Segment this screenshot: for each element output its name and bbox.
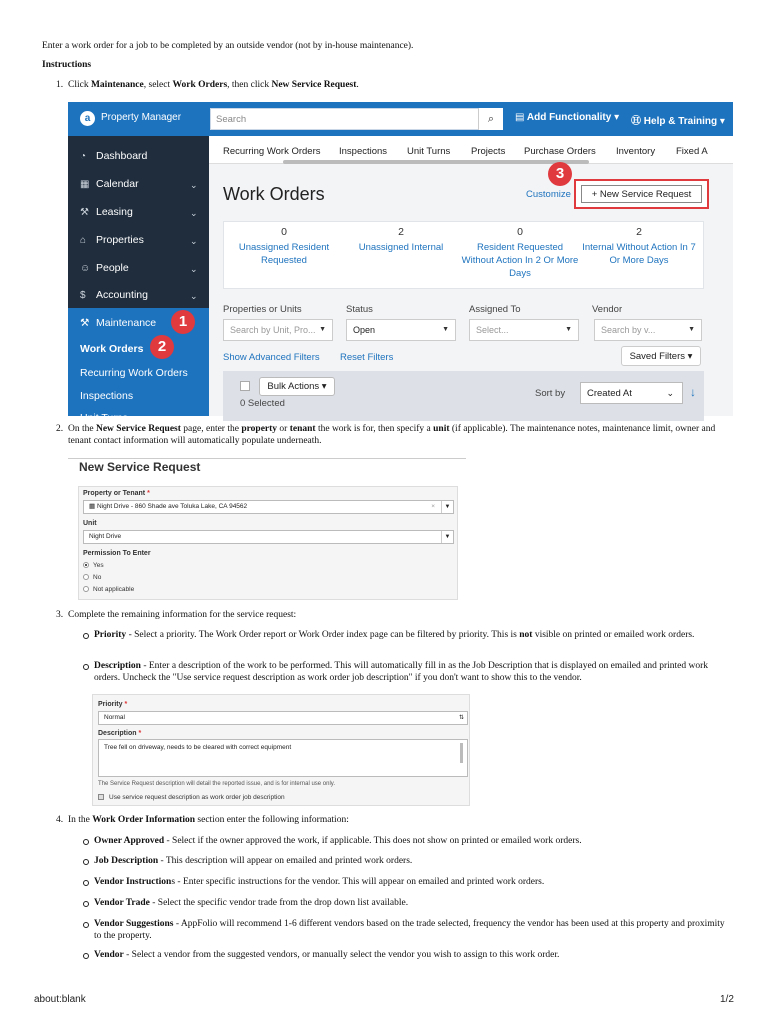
bullet-vendor-suggestions: Vendor Suggestions - AppFolio will recommend 1-6 different vendors based on the trade selected, frequency the vendor has been used at this property and proximity to the property. (94, 919, 730, 942)
tab-bar (209, 136, 733, 164)
top-nav-bar (68, 102, 733, 136)
use-description-checkbox[interactable]: Use service request description as work order job description (98, 794, 285, 801)
saved-filters-button[interactable]: Saved Filters ▾ (621, 346, 701, 366)
status-filter-label: Status (346, 304, 373, 315)
sidebar-item-inspections[interactable]: Inspections (80, 390, 134, 402)
reset-filters-link[interactable]: Reset Filters (340, 352, 394, 363)
work-orders-screenshot (68, 102, 733, 424)
bullet-vendor-trade: Vendor Trade - Select the specific vendor trade from the drop down list available. (94, 898, 730, 910)
intro-text: Enter a work order for a job to be completed by an outside vendor (not by in-house maintenance). (42, 41, 414, 51)
stat-unassigned-internal[interactable]: 2 Unassigned Internal (358, 226, 444, 253)
footer-url: about:blank (34, 994, 86, 1005)
sidebar-item-dashboard[interactable]: ◔ Dashboard (80, 150, 148, 162)
tab-inspections[interactable]: Inspections (339, 146, 388, 157)
priority-description-screenshot (92, 694, 470, 806)
step-badge-3: 3 (548, 162, 572, 186)
sidebar-item-work-orders[interactable]: Work Orders (80, 343, 144, 355)
step-text: On the New Service Request page, enter the property or tenant the work is for, then specify a unit (if applicable). The maintenance notes, maintenance limit, owner and tenant contact information will automatically populate underneath. (68, 424, 716, 446)
sidebar-item-unit-turns[interactable]: Unit Turns (80, 412, 128, 424)
tab-purchase-orders[interactable]: Purchase Orders (524, 146, 596, 157)
caret-down-icon: ▼ (442, 326, 449, 333)
chevron-down-icon[interactable]: ⌄ (190, 180, 198, 190)
sort-by-label: Sort by (535, 388, 566, 399)
show-advanced-filters-link[interactable]: Show Advanced Filters (223, 352, 320, 363)
bullet-vendor-instructions: Vendor Instructions - Enter specific instructions for the vendor. This will appear on emailed and printed work orders. (94, 877, 730, 889)
customize-link[interactable]: Customize (526, 189, 571, 200)
calendar-icon: ▦ (80, 179, 90, 190)
bullet-job-description: Job Description - This description will appear on emailed and printed work orders. (94, 856, 730, 868)
building-icon: ▦ (89, 503, 97, 510)
help-training-menu[interactable]: Ⓗ Help & Training ▾ (631, 116, 725, 127)
caret-down-icon: ▼ (319, 326, 326, 333)
tab-fixed-assets[interactable]: Fixed A (676, 146, 708, 157)
step-badge-2: 2 (150, 335, 174, 359)
bullet-vendor: Vendor - Select a vendor from the suggested vendors, or manually select the vendor you wish to assign to this work order. (94, 950, 730, 962)
chevron-down-icon[interactable]: ⌄ (190, 236, 198, 246)
caret-down-icon: ▼ (441, 531, 453, 543)
bullet-priority: Priority - Select a priority. The Work Order report or Work Order index page can be filtered by priority. This is not visible on printed or emailed work orders. (94, 630, 730, 642)
step-4 (42, 815, 732, 827)
main-content (209, 136, 733, 416)
caret-down-icon: ▼ (441, 501, 453, 513)
properties-filter-input[interactable]: Search by Unit, Pro... ▼ (223, 319, 333, 341)
permission-na-radio[interactable]: Not applicable (83, 586, 134, 593)
stat-internal-without-action[interactable]: 2 Internal Without Action In 7 Or More Days (582, 226, 696, 266)
step-number: 2. (56, 424, 64, 434)
sort-by-select[interactable]: Created At ⌄ (580, 382, 683, 404)
chevron-down-icon[interactable]: ⌄ (190, 208, 198, 218)
sort-direction-icon[interactable]: ↓ (690, 385, 696, 399)
search-input[interactable]: Search (210, 108, 503, 130)
key-icon: ⚒ (80, 207, 89, 218)
bullet-description: Description - Enter a description of the work to be performed. This will automatically fill in as the Job Description that is displayed on emailed and printed work orders. Uncheck the "Use service request description as work order job description" if you don't want to show this to the vendor. (94, 661, 730, 684)
add-functionality-menu[interactable]: ▤ Add Functionality ▾ (515, 112, 620, 123)
step-3 (42, 610, 732, 622)
appfolio-logo-icon[interactable]: a (80, 111, 95, 126)
caret-down-icon: ▼ (565, 326, 572, 333)
divider (68, 458, 466, 459)
step-text: Click Maintenance, select Work Orders, then click New Service Request. (68, 80, 359, 90)
footer-page-number: 1/2 (720, 994, 734, 1005)
permission-yes-radio[interactable]: Yes (83, 562, 104, 569)
chevron-down-icon: ⌄ (666, 388, 674, 398)
step-1 (42, 80, 732, 92)
sidebar-item-recurring-work-orders[interactable]: Recurring Work Orders (80, 367, 188, 379)
search-icon[interactable]: ⌕ (478, 108, 503, 130)
sidebar-item-calendar[interactable]: ▦ Calendar (80, 178, 139, 190)
vendor-filter-label: Vendor (592, 304, 623, 315)
vendor-filter-input[interactable]: Search by v... ▼ (594, 319, 702, 341)
new-service-request-button[interactable]: + New Service Request (581, 185, 702, 203)
stats-panel (223, 221, 704, 289)
dollar-icon: $ (80, 290, 86, 301)
clear-icon[interactable]: × (431, 503, 435, 510)
textarea-scrollbar[interactable] (460, 743, 463, 763)
horizontal-scrollbar[interactable] (283, 160, 589, 164)
select-all-checkbox[interactable] (240, 381, 250, 391)
description-label: Description * (98, 730, 142, 737)
people-icon: ☺ (80, 263, 91, 274)
new-service-request-screenshot (68, 458, 466, 600)
permission-to-enter-label: Permission To Enter (83, 550, 151, 557)
form-title: New Service Request (79, 460, 201, 474)
step-number: 4. (56, 815, 64, 825)
wrench-icon: ⚒ (80, 317, 90, 329)
status-filter-select[interactable]: Open ▼ (346, 319, 456, 341)
stat-unassigned-resident[interactable]: 0 Unassigned Resident Requested (238, 226, 330, 266)
sidebar-item-leasing[interactable]: ⚒ Leasing (80, 206, 133, 218)
step-text: Complete the remaining information for the service request: (68, 610, 297, 620)
page-title: Work Orders (223, 184, 325, 204)
brand-name: Property Manager (101, 112, 182, 123)
form-panel (78, 486, 458, 600)
tab-unit-turns[interactable]: Unit Turns (407, 146, 451, 157)
step-number: 1. (56, 80, 64, 90)
caret-down-icon: ▼ (688, 326, 695, 333)
step-number: 3. (56, 610, 64, 620)
sidebar-item-people[interactable]: ☺ People (80, 262, 129, 274)
bulk-actions-bar (223, 371, 704, 421)
tab-recurring-work-orders[interactable]: Recurring Work Orders (223, 146, 321, 157)
assigned-filter-select[interactable]: Select... ▼ (469, 319, 579, 341)
chevron-down-icon[interactable]: ⌄ (190, 291, 198, 301)
assigned-filter-label: Assigned To (469, 304, 521, 315)
sidebar-item-maintenance[interactable]: ⚒ Maintenance (80, 317, 157, 329)
selected-count: 0 Selected (240, 398, 285, 409)
unit-select[interactable]: Night Drive ▼ (83, 530, 454, 544)
priority-label: Priority * (98, 701, 128, 708)
unit-label: Unit (83, 520, 97, 527)
stat-resident-without-action[interactable]: 0 Resident Requested Without Action In 2 Or More Days (461, 226, 579, 279)
property-tenant-label: Property or Tenant * (83, 490, 150, 497)
home-icon: ⌂ (80, 235, 87, 246)
step-badge-1: 1 (171, 310, 195, 334)
highlight-box (574, 179, 709, 209)
store-icon: ▤ (515, 112, 527, 123)
sidebar-item-properties[interactable]: ⌂ Properties (80, 234, 144, 246)
step-2 (42, 424, 732, 447)
chevron-down-icon[interactable]: ⌄ (190, 264, 198, 274)
description-textarea[interactable]: Tree fell on driveway, needs to be cleared with correct equipment (98, 739, 468, 777)
instructions-heading: Instructions (42, 60, 92, 70)
property-tenant-select[interactable]: ▦ Night Drive - 860 Shade ave Toluka Lake, CA 94562 × ▼ (83, 500, 454, 514)
description-hint: The Service Request description will detail the reported issue, and is for internal use only. (98, 781, 336, 787)
priority-select[interactable]: Normal ⇅ (98, 711, 468, 725)
dashboard-icon: ◔ (80, 151, 87, 162)
properties-filter-label: Properties or Units (223, 304, 302, 315)
sidebar-item-accounting[interactable]: $ Accounting (80, 289, 148, 301)
tab-inventory[interactable]: Inventory (616, 146, 656, 157)
updown-icon: ⇅ (458, 715, 464, 721)
question-icon: Ⓗ (631, 116, 644, 127)
permission-no-radio[interactable]: No (83, 574, 101, 581)
step-text: In the Work Order Information section enter the following information: (68, 815, 349, 825)
bulk-actions-button[interactable]: Bulk Actions ▾ (259, 377, 335, 396)
tab-projects[interactable]: Projects (471, 146, 506, 157)
bullet-owner-approved: Owner Approved - Select if the owner approved the work, if applicable. This does not show on printed or emailed work orders. (94, 836, 730, 848)
